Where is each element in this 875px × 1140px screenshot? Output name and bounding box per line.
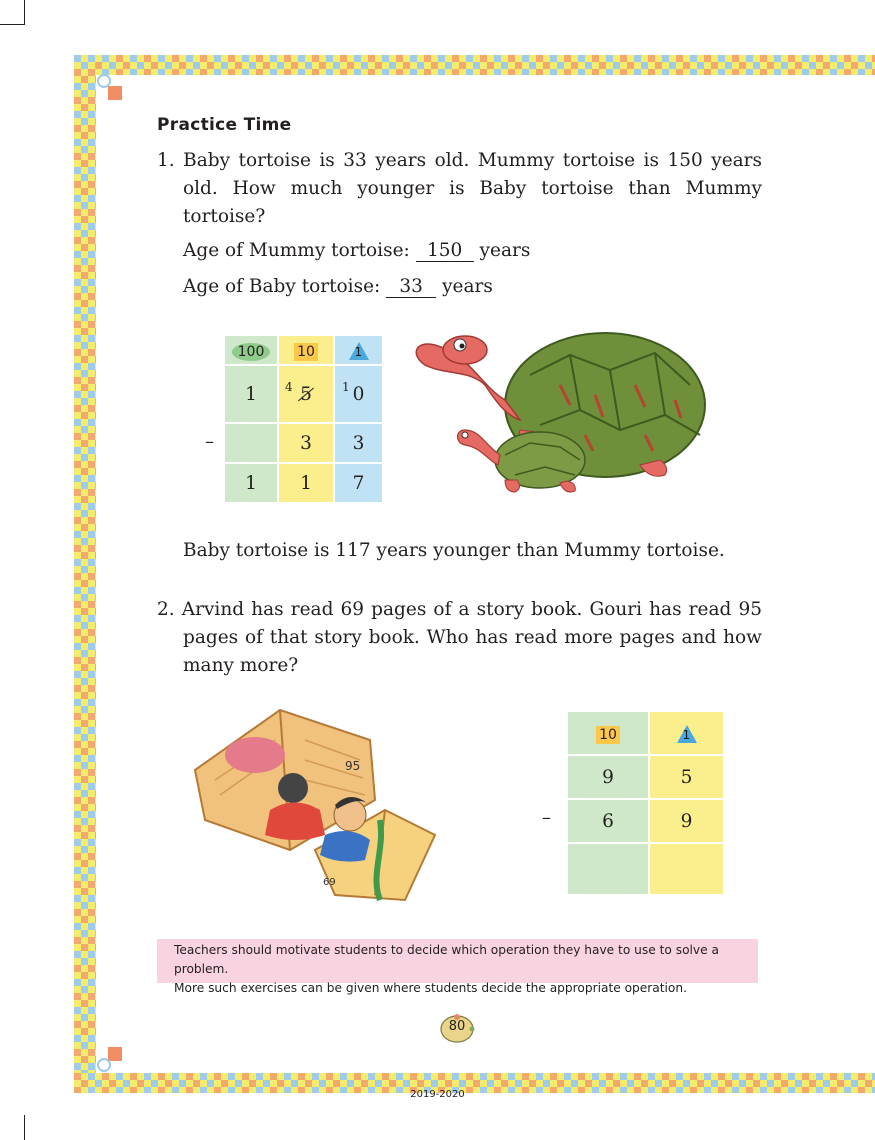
page-number: 80 — [448, 1019, 466, 1034]
cell-r2-hundreds — [225, 424, 279, 464]
corner-ornament-bottom — [97, 1058, 111, 1072]
cell-r3-ones — [650, 844, 725, 896]
teacher-note-line-1: Teachers should motivate students to decide which operation they have to use to solve a problem. — [174, 943, 719, 976]
crop-mark-bottom — [0, 1115, 25, 1140]
baby-age-line — [183, 276, 493, 298]
header-tens: 10 — [279, 336, 335, 366]
question-2 — [157, 596, 762, 680]
cell-r2-tens: 3 — [279, 424, 335, 464]
cell-r3-tens — [568, 844, 650, 896]
triangle-icon: 1 — [677, 725, 697, 743]
border-left — [74, 55, 96, 1093]
mummy-age-label: Age of Mummy tortoise: — [183, 240, 410, 261]
mummy-age-unit: years — [479, 240, 531, 261]
baby-age-unit: years — [442, 276, 493, 297]
teacher-note-line-2: More such exercises can be given where students decide the appropriate operation. — [174, 981, 687, 995]
cell-r1-hundreds: 1 — [225, 366, 279, 424]
borrow-ones: 1 — [342, 380, 350, 394]
question-1-answer: Baby tortoise is 117 years younger than Mummy tortoise. — [183, 540, 725, 561]
question-2-number: 2. — [157, 599, 175, 620]
question-1 — [157, 147, 762, 231]
baby-age-label: Age of Baby tortoise: — [183, 276, 381, 297]
baby-age-blank: 33 — [386, 277, 436, 298]
cell-r1-tens: 9 — [568, 756, 650, 800]
border-top — [74, 55, 875, 75]
cell-r3-ones: 7 — [335, 464, 384, 504]
mummy-age-line — [183, 240, 530, 262]
place-value-table-1 — [225, 336, 384, 504]
header-tens: 10 — [568, 712, 650, 756]
place-value-table-2 — [568, 712, 725, 896]
cell-r2-ones: 9 — [650, 800, 725, 844]
cell-r1-tens — [279, 366, 335, 424]
section-heading: Practice Time — [157, 115, 292, 135]
footer-year: 2019-2020 — [410, 1089, 465, 1100]
teacher-note — [157, 939, 758, 995]
children-reading-illustration — [185, 700, 450, 910]
question-2-text: Arvind has read 69 pages of a story book. Gouri has read 95 pages of that story book. Who has read more pages and how many more? — [181, 599, 762, 676]
cell-r3-tens: 1 — [279, 464, 335, 504]
corner-square-bottom — [108, 1047, 122, 1061]
cell-r3-hundreds: 1 — [225, 464, 279, 504]
cell-r2-tens: 6 — [568, 800, 650, 844]
book-page-95: 95 — [345, 759, 361, 773]
header-ones — [335, 336, 384, 366]
header-ones — [650, 712, 725, 756]
book-page-69: 69 — [323, 877, 336, 888]
crop-mark-top — [0, 0, 25, 25]
triangle-icon: 1 — [349, 342, 369, 360]
header-hundreds: 100 — [225, 336, 279, 366]
struck-digit: 5 — [300, 383, 312, 405]
cell-r1-ones: 5 — [650, 756, 725, 800]
cell-r2-ones: 3 — [335, 424, 384, 464]
question-1-text: Baby tortoise is 33 years old. Mummy tortoise is 150 years old. How much younger is Baby tortoise than Mummy tortoise? — [183, 150, 763, 227]
subtract-sign-2: – — [542, 807, 551, 828]
question-1-number: 1. — [157, 150, 175, 171]
corner-square-top — [108, 86, 122, 100]
mummy-age-blank: 150 — [416, 241, 474, 262]
cell-r1-ones: 1 0 — [335, 366, 384, 424]
tortoises-illustration — [410, 315, 720, 500]
borrow-tens: 4 — [285, 380, 293, 394]
subtract-sign-1: – — [205, 431, 214, 452]
